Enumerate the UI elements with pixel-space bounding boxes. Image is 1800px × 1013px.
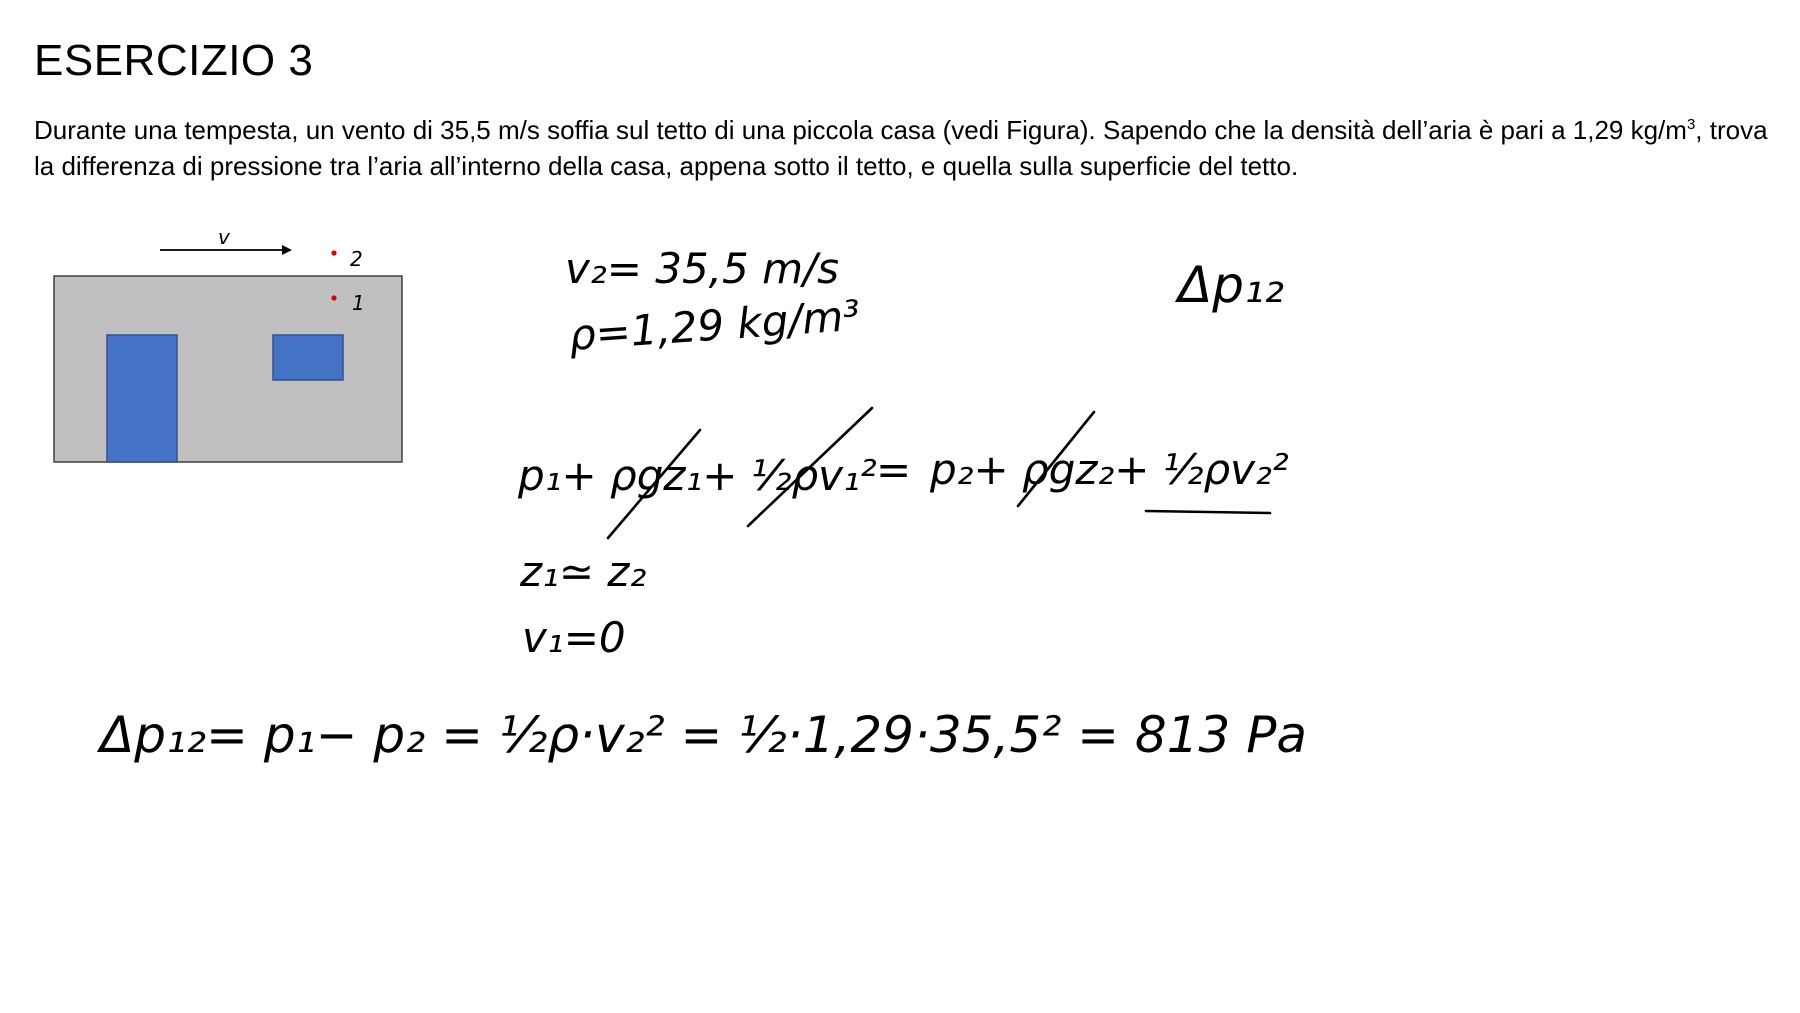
point-1-marker: [331, 295, 336, 300]
house-window: [273, 335, 343, 380]
house-wall: [54, 276, 402, 462]
given-density: ρ=1,29 kg/m³: [567, 290, 862, 360]
given-velocity: v₂= 35,5 m/s: [565, 244, 840, 293]
wind-arrow-head-icon: [282, 245, 292, 255]
point-2-marker: [331, 250, 336, 255]
problem-text-part1: Durante una tempesta, un vento di 35,5 m/s soffia sul tetto di una piccola casa (vedi Figura). Sapendo che la densità dell’aria è pari a 1,29 kg/m: [34, 115, 1687, 145]
underline-half-rho-v2sq: [1146, 511, 1270, 513]
bernoulli-right: p₂+ ρgz₂+ ½ρv₂²: [930, 445, 1289, 494]
house-door: [107, 335, 177, 462]
exercise-title: ESERCIZIO 3: [34, 36, 314, 85]
condition-heights: z₁≃ z₂: [520, 547, 647, 596]
bernoulli-equals: =: [876, 445, 912, 494]
problem-exponent: 3: [1686, 116, 1696, 133]
unknown-delta-p: Δp₁₂: [1178, 256, 1285, 314]
house-figure: [54, 225, 402, 462]
result-equation: Δp₁₂= p₁− p₂ = ½ρ·v₂² = ½·1,29·35,5² = 813 Pa: [100, 706, 1308, 764]
problem-text-part2: , trova la differenza di pressione tra l’aria all’interno della casa, appena sotto il tetto, e quella sulla superficie del tetto.: [34, 115, 1768, 181]
point-1-label: 1: [352, 291, 365, 315]
condition-velocity: v₁=0: [522, 613, 626, 662]
velocity-label: v: [218, 225, 230, 249]
bernoulli-left: p₁+ ρgz₁+ ½ρv₁²: [518, 451, 877, 500]
point-2-label: 2: [350, 247, 363, 271]
